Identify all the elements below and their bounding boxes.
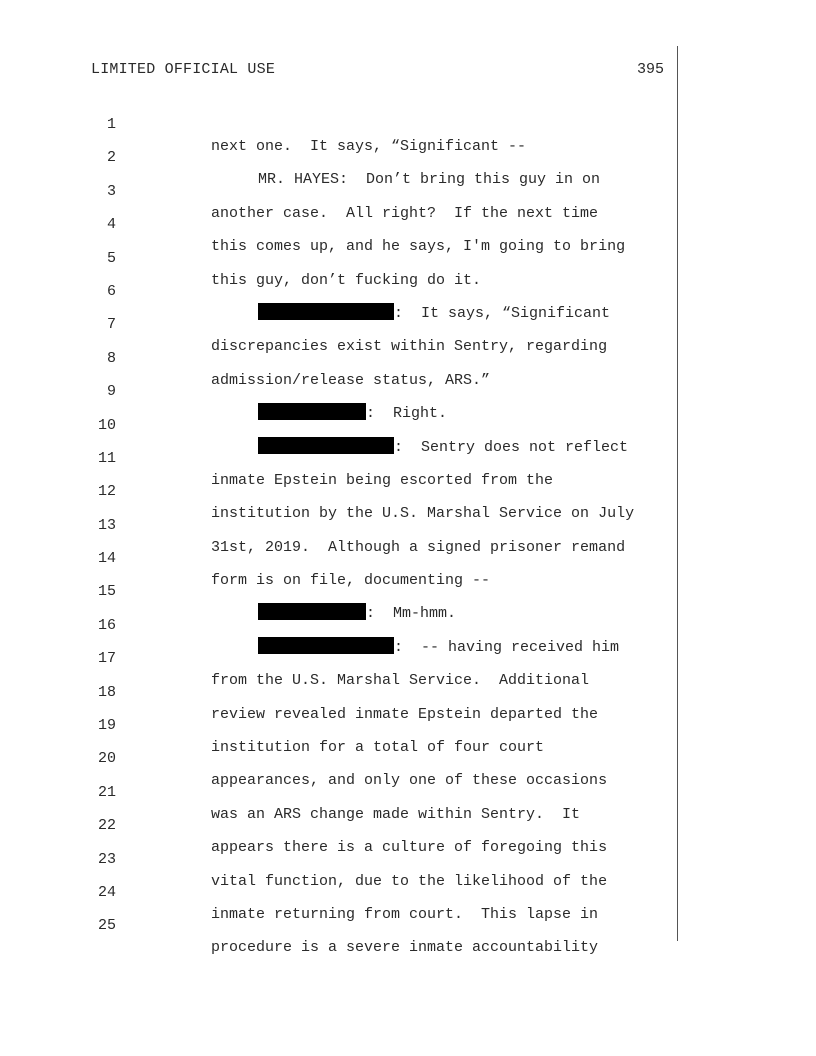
transcript-line bbox=[0, 593, 816, 656]
transcript-line bbox=[0, 226, 816, 289]
line-text: next one. It says, “Significant -- bbox=[211, 138, 527, 155]
transcript-line bbox=[0, 459, 816, 523]
transcript-line bbox=[0, 125, 816, 189]
line-text: institution for a total of four court bbox=[211, 739, 545, 757]
transcript-line bbox=[0, 292, 816, 356]
line-text: : Mm-hmm. bbox=[366, 605, 457, 623]
transcript-line bbox=[0, 493, 816, 556]
transcript-line bbox=[0, 426, 816, 489]
line-number: 1 bbox=[106, 116, 116, 133]
transcript-line bbox=[0, 726, 816, 790]
transcript-line bbox=[0, 827, 816, 890]
line-number: 17 bbox=[97, 650, 116, 668]
line-text: vital function, due to the likelihood of the bbox=[211, 872, 608, 890]
transcript-line bbox=[0, 860, 816, 923]
line-text: inmate Epstein being escorted from the bbox=[211, 471, 554, 489]
line-number: 7 bbox=[106, 316, 116, 334]
line-number: 19 bbox=[97, 717, 116, 735]
line-text: was an ARS change made within Sentry. It bbox=[211, 805, 581, 823]
page-number: 395 bbox=[637, 61, 665, 78]
line-text: procedure is a severe inmate accountability bbox=[211, 939, 599, 957]
line-number: 10 bbox=[97, 416, 116, 434]
line-number: 12 bbox=[97, 483, 116, 501]
transcript-line bbox=[0, 660, 816, 723]
line-text: MR. HAYES: Don’t bring this guy in on bbox=[258, 171, 601, 189]
line-text: : Sentry does not reflect bbox=[394, 438, 629, 456]
line-text: : -- having received him bbox=[394, 638, 620, 656]
line-text: appearances, and only one of these occasions bbox=[211, 772, 608, 790]
line-text: institution by the U.S. Marshal Service on July bbox=[211, 505, 635, 523]
line-number: 13 bbox=[97, 516, 116, 534]
transcript-line bbox=[0, 893, 816, 957]
line-text: this guy, don’t fucking do it. bbox=[211, 271, 482, 289]
transcript-line bbox=[0, 393, 816, 456]
line-number: 11 bbox=[97, 449, 116, 467]
classification-header: LIMITED OFFICIAL USE bbox=[91, 61, 276, 78]
line-text: form is on file, documenting -- bbox=[211, 572, 491, 590]
line-text: : It says, “Significant bbox=[394, 304, 611, 322]
line-text: this comes up, and he says, I'm going to bring bbox=[211, 238, 626, 256]
line-number: 8 bbox=[106, 349, 116, 367]
line-text: appears there is a culture of foregoing this bbox=[211, 839, 608, 857]
line-text: inmate returning from court. This lapse in bbox=[211, 905, 599, 923]
line-text: 31st, 2019. Although a signed prisoner remand bbox=[211, 538, 626, 556]
line-number: 14 bbox=[97, 550, 116, 568]
line-text: from the U.S. Marshal Service. Additional bbox=[211, 672, 590, 690]
transcript-line bbox=[0, 92, 816, 155]
line-number: 24 bbox=[97, 883, 116, 901]
line-number: 4 bbox=[106, 216, 116, 234]
line-text: another case. All right? If the next time bbox=[211, 204, 599, 222]
transcript-line bbox=[0, 159, 816, 222]
line-text: review revealed inmate Epstein departed the bbox=[211, 705, 599, 723]
line-text: admission/release status, ARS.” bbox=[211, 371, 491, 389]
transcript-line bbox=[0, 526, 816, 590]
transcript-line bbox=[0, 626, 816, 690]
transcript-line bbox=[0, 359, 816, 423]
line-number: 22 bbox=[97, 817, 116, 835]
line-number: 21 bbox=[97, 783, 116, 801]
line-number: 18 bbox=[97, 683, 116, 701]
line-number: 15 bbox=[97, 583, 116, 601]
transcript-body bbox=[0, 92, 816, 957]
line-number: 6 bbox=[106, 282, 116, 300]
line-number: 5 bbox=[106, 249, 116, 267]
transcript-line bbox=[0, 259, 816, 322]
line-number: 9 bbox=[106, 383, 116, 401]
line-number: 2 bbox=[106, 149, 116, 167]
transcript-line bbox=[0, 192, 816, 256]
transcript-line bbox=[0, 793, 816, 857]
transcript-line bbox=[0, 760, 816, 823]
transcript-line bbox=[0, 559, 816, 623]
line-number: 16 bbox=[97, 616, 116, 634]
line-number: 3 bbox=[106, 182, 116, 200]
transcript-line bbox=[0, 326, 816, 389]
line-text: : Right. bbox=[366, 405, 448, 423]
line-number: 25 bbox=[97, 917, 116, 935]
line-number: 20 bbox=[97, 750, 116, 768]
line-number: 23 bbox=[97, 850, 116, 868]
line-text: discrepancies exist within Sentry, regarding bbox=[211, 338, 608, 356]
transcript-line bbox=[0, 693, 816, 757]
